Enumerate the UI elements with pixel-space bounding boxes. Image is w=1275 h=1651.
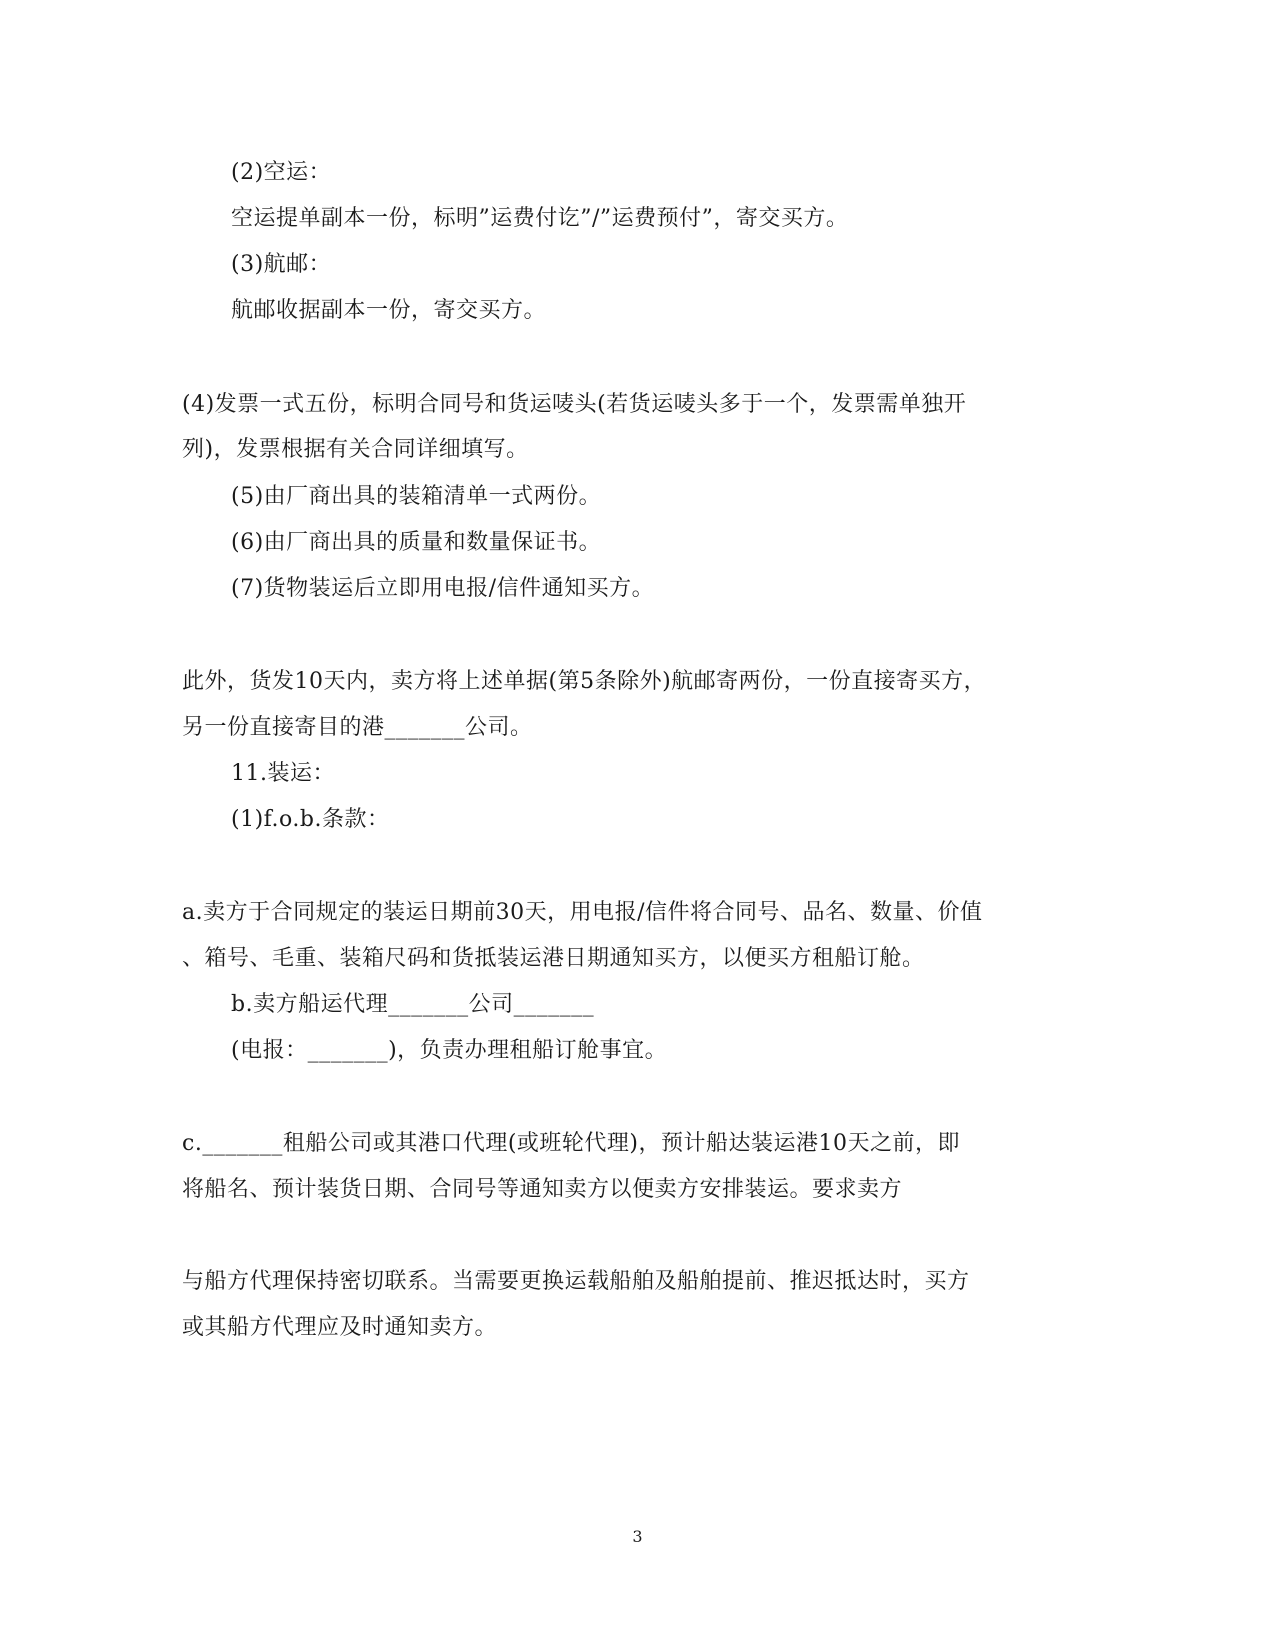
text-line: (电报：_______)，负责办理租船订舱事宜。 (231, 1038, 668, 1063)
text-line: 航邮收据副本一份，寄交买方。 (231, 298, 547, 323)
text-line: 11.装运： (231, 761, 335, 786)
text-line: 将船名、预计装货日期、合同号等通知卖方以便卖方安排装运。要求卖方 (182, 1177, 903, 1202)
text-line: a.卖方于合同规定的装运日期前30天，用电报/信件将合同号、品名、数量、价值 (182, 900, 983, 925)
text-line: 、箱号、毛重、装箱尺码和货抵装运港日期通知买方，以便买方租船订舱。 (182, 946, 925, 971)
text-line: (4)发票一式五份，标明合同号和货运唛头(若货运唛头多于一个，发票需单独开 (182, 392, 967, 417)
text-line: 此外，货发10天内，卖方将上述单据(第5条除外)航邮寄两份，一份直接寄买方， (182, 669, 987, 694)
text-line: 空运提单副本一份，标明”运费付讫”/”运费预付”，寄交买方。 (231, 206, 849, 231)
text-line: 另一份直接寄目的港_______公司。 (182, 715, 533, 740)
text-line: 与船方代理保持密切联系。当需要更换运载船舶及船舶提前、推迟抵达时，买方 (182, 1269, 970, 1294)
text-line: 或其船方代理应及时通知卖方。 (182, 1315, 498, 1340)
text-line: (1)f.o.b.条款： (231, 807, 390, 832)
page-number: 3 (632, 1527, 643, 1546)
text-line: b.卖方船运代理_______公司_______ (231, 992, 595, 1017)
text-line: (2)空运： (231, 160, 332, 185)
text-line: (7)货物装运后立即用电报/信件通知买方。 (231, 576, 655, 601)
text-line: c._______租船公司或其港口代理(或班轮代理)，预计船达装运港10天之前，即 (182, 1131, 960, 1156)
text-line: (3)航邮： (231, 252, 332, 277)
text-line: (5)由厂商出具的装箱清单一式两份。 (231, 484, 602, 509)
text-line: 列)，发票根据有关合同详细填写。 (182, 437, 529, 462)
text-line: (6)由厂商出具的质量和数量保证书。 (231, 530, 602, 555)
